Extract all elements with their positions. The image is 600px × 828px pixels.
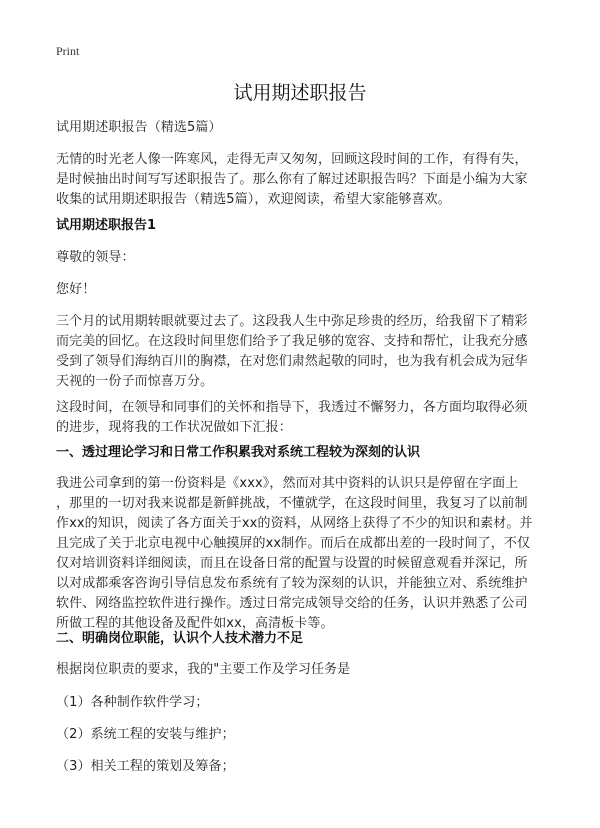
intro-line: 收集的试用期述职报告（精选5篇），欢迎阅读，希望大家能够喜欢。 (56, 192, 451, 207)
paragraph-line: 天视的一份子而惊喜万分。 (56, 374, 214, 389)
paragraph-4: 根据岗位职责的要求，我的"主要工作及学习任务是 (56, 662, 351, 677)
paragraph-line: 软件、网络监控软件进行操作。透过日常完成领导交给的任务，认识并熟悉了公司 (56, 596, 528, 611)
paragraph-3 (56, 474, 550, 634)
intro-line: 是时候抽出时间写写述职报告了。那么你有了解过述职报告吗？下面是小编为大家 (56, 172, 528, 187)
paragraph-line: 受到了领导们海纳百川的胸襟，在对您们肃然起敬的同时，也为我有机会成为冠华 (56, 354, 528, 369)
paragraph-line: 而完美的回忆。在这段时间里您们给予了我足够的宽容、支持和帮忙，让我充分感 (56, 334, 528, 349)
section-2-heading: 二、明确岗位职能，认识个人技术潜力不足 (56, 631, 304, 646)
paragraph-line: 的进步，现将我的工作状况做如下汇报： (56, 420, 292, 435)
salutation: 尊敬的领导： (56, 250, 135, 265)
list-item: （3）相关工程的策划及筹备； (56, 759, 235, 774)
paragraph-line: 所做工程的其他设备及配件如xx，高清板卡等。 (56, 616, 334, 631)
paragraph-line: 三个月的试用期转眼就要过去了。这段我人生中弥足珍贵的经历，给我留下了精彩 (56, 314, 528, 329)
paragraph-1 (56, 312, 550, 392)
section-1-heading: 一、透过理论学习和日常工作积累我对系统工程较为深刻的认识 (56, 445, 421, 460)
paragraph-line: 我进公司拿到的第一份资料是《xxx》，然而对其中资料的认识只是停留在字面上 (56, 476, 519, 491)
list-item: （2）系统工程的安装与维护； (56, 727, 235, 742)
intro-paragraph (56, 150, 550, 210)
paragraph-line: 以对成都乘客咨询引导信息发布系统有了较为深刻的认识，并能独立对、系统维护 (56, 576, 528, 591)
greeting: 您好！ (56, 282, 96, 297)
paragraph-line: ，那里的一切对我来说都是新鲜挑战，不懂就学，在这段时间里，我复习了以前制 (56, 496, 528, 511)
paragraph-line: 这段时间，在领导和同事们的关怀和指导下，我透过不懈努力，各方面均取得必须 (56, 400, 528, 415)
document-subtitle: 试用期述职报告（精选5篇） (56, 120, 222, 135)
report1-heading: 试用期述职报告1 (56, 218, 157, 233)
paragraph-line: 且完成了关于北京电视中心触摸屏的xx制作。而后在成都出差的一段时间了，不仅 (56, 536, 531, 551)
document-title: 试用期述职报告 (233, 82, 367, 104)
intro-line: 无情的时光老人像一阵寒风，走得无声又匆匆，回顾这段时间的工作，有得有失， (56, 152, 528, 167)
paragraph-line: 仅对培训资料详细阅读，而且在设备日常的配置与设置的时候留意观看并深记，所 (56, 556, 528, 571)
print-label: Print (56, 44, 80, 58)
paragraph-2 (56, 398, 550, 438)
paragraph-line: 作xx的知识，阅读了各方面关于xx的资料，从网络上获得了不少的知识和素材。并 (56, 516, 533, 531)
list-item: （1）各种制作软件学习； (56, 695, 209, 710)
